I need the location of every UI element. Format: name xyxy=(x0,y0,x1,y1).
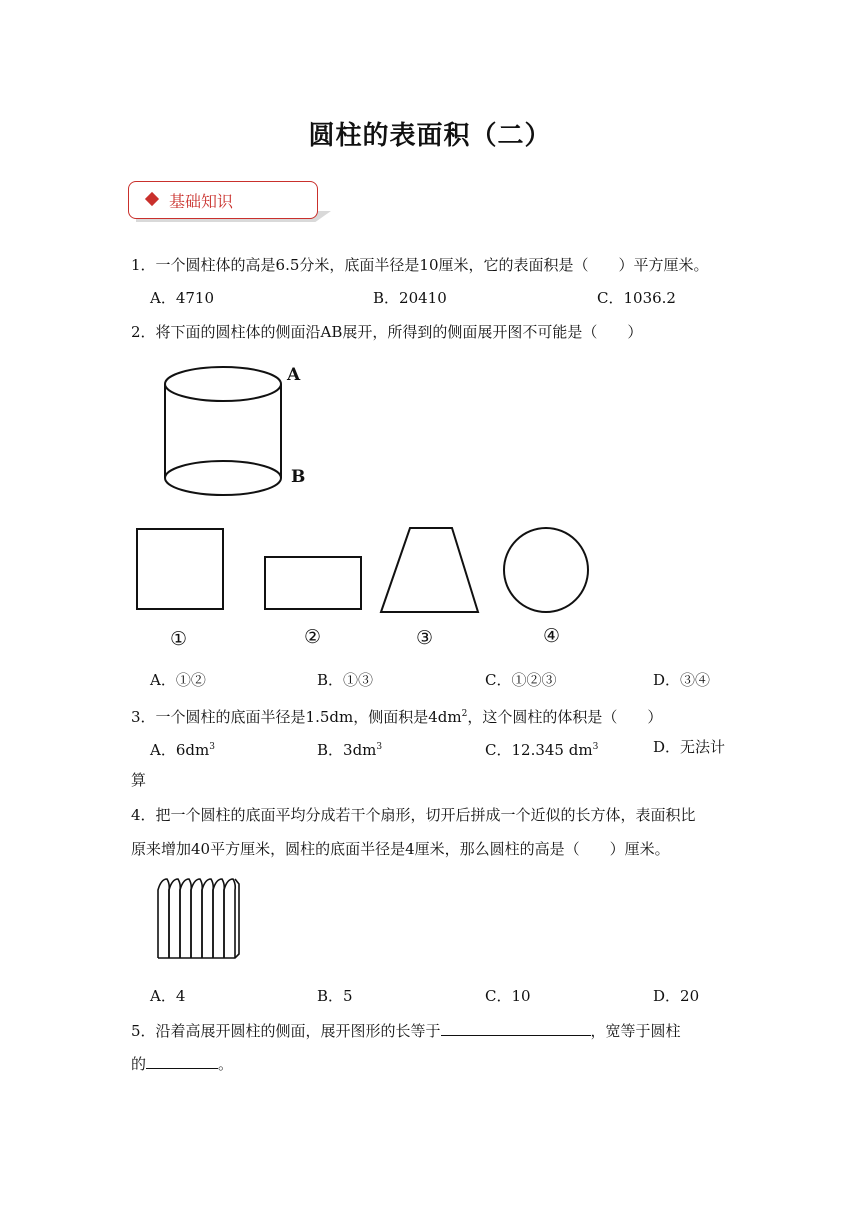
q4-option-d[interactable]: D．20 xyxy=(653,987,700,1005)
q4-option-c[interactable]: C．10 xyxy=(485,987,531,1005)
shape-2-label: ② xyxy=(304,626,322,648)
square-shape xyxy=(137,529,223,609)
q2-option-a[interactable]: A．①② xyxy=(150,671,206,689)
answer-blank-2[interactable] xyxy=(146,1053,218,1069)
section-tab xyxy=(128,181,318,219)
page-title: 圆柱的表面积（二） xyxy=(308,121,552,151)
q1-option-c[interactable]: C．1036.2 xyxy=(597,289,676,307)
point-a-label: A xyxy=(287,365,301,385)
shape-options-figure xyxy=(130,520,600,620)
question-4-line-1: 4．把一个圆柱的底面平均分成若干个扇形，切开后拼成一个近似的长方体，表面积比 xyxy=(131,806,696,824)
q2-option-d[interactable]: D．③④ xyxy=(653,671,711,689)
question-3-text: 3．一个圆柱的底面半径是1.5dm，侧面积是$4dm^2$，这个圆柱的体积是（ ） xyxy=(131,708,663,726)
diamond-icon xyxy=(145,192,159,206)
cuboid-figure xyxy=(152,876,244,964)
shape-4-label: ④ xyxy=(543,625,561,647)
q4-option-a[interactable]: A．4 xyxy=(150,987,186,1005)
q1-option-a[interactable]: A．4710 xyxy=(150,289,215,307)
q2-option-b[interactable]: B．①③ xyxy=(317,671,374,689)
q1-option-b[interactable]: B．20410 xyxy=(373,289,447,307)
question-2-text: 2．将下面的圆柱体的侧面沿AB展开，所得到的侧面展开图不可能是（ ） xyxy=(131,323,643,341)
circle-shape xyxy=(504,528,588,612)
shape-3-label: ③ xyxy=(416,627,434,649)
shape-1-label: ① xyxy=(170,628,188,650)
trapezoid-shape xyxy=(381,528,478,612)
question-5-line-1: 5．沿着高展开圆柱的侧面，展开图形的长等于 ，宽等于圆柱 xyxy=(131,1022,681,1040)
rectangle-shape xyxy=(265,557,361,609)
q3-option-c[interactable]: C．12.345 $dm^3$ xyxy=(485,741,599,759)
q3-option-a[interactable]: A．$6dm^3$ xyxy=(150,741,215,759)
q3-option-b[interactable]: B．$3dm^3$ xyxy=(317,741,383,759)
section-label: 基础知识 xyxy=(169,192,234,211)
q3-option-d-wrap: 算 xyxy=(131,771,147,789)
point-b-label: B xyxy=(291,467,306,487)
q3-option-d[interactable]: D．无法计 xyxy=(653,738,726,756)
question-1-text: 1．一个圆柱体的高是6.5分米，底面半径是10厘米，它的表面积是（ ）平方厘米。 xyxy=(131,256,709,274)
q2-option-c[interactable]: C．①②③ xyxy=(485,671,557,689)
question-4-line-2: 原来增加40平方厘米，圆柱的底面半径是4厘米，那么圆柱的高是（ ）厘米。 xyxy=(131,840,670,858)
q4-option-b[interactable]: B．5 xyxy=(317,987,353,1005)
answer-blank-1[interactable] xyxy=(441,1020,591,1036)
question-5-line-2: 的 。 xyxy=(131,1055,234,1073)
